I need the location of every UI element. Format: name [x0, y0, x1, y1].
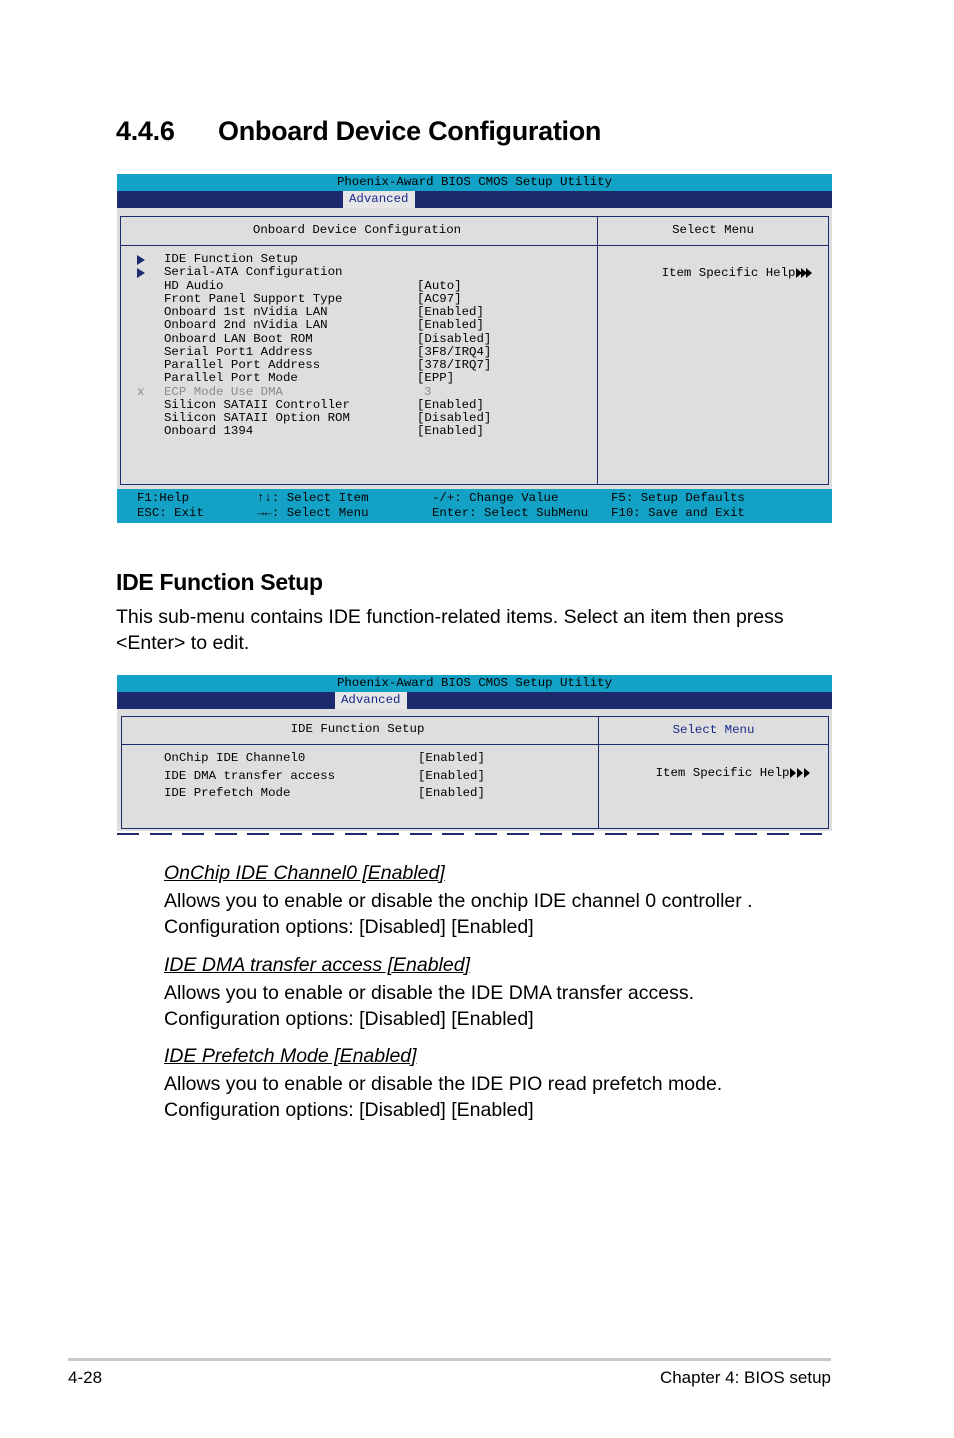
panel-title: IDE Function Setup: [290, 722, 425, 736]
torn-edge-dash: [247, 833, 269, 835]
tab-advanced[interactable]: Advanced: [335, 692, 407, 709]
torn-edge-dash: [637, 833, 659, 835]
bios-item-label: IDE Function Setup: [164, 252, 298, 266]
bios-item-label: OnChip IDE Channel0: [164, 751, 306, 765]
bios-item-value: [Disabled]: [417, 331, 492, 346]
bios-item-label: Onboard 2nd nVidia LAN: [164, 318, 328, 333]
bios-screen-onboard-device: [117, 174, 832, 523]
chapter-label: Chapter 4: BIOS setup: [659, 1368, 831, 1387]
torn-edge-dash: [767, 833, 789, 835]
bios-item-label: IDE Prefetch Mode: [164, 786, 291, 800]
help-text-label: Item Specific Help: [655, 766, 790, 781]
bios-item[interactable]: [164, 266, 584, 279]
subsection-intro: This sub-menu contains IDE function-related items. Select an item then press <Enter> to edit.: [116, 606, 784, 654]
torn-edge-dash: [280, 833, 302, 835]
disabled-marker: x: [137, 384, 145, 399]
footer-f1: F1:Help: [137, 491, 190, 505]
torn-edge-dash: [182, 833, 204, 835]
torn-edge-dash: [410, 833, 432, 835]
help-text-label: Item Specific Help: [661, 266, 796, 281]
section-heading: [116, 116, 601, 147]
option-title: IDE Prefetch Mode [Enabled]: [164, 1045, 417, 1067]
footer-esc: ESC: Exit: [137, 506, 204, 520]
torn-edge-dash: [540, 833, 562, 835]
submenu-arrow-icon: [137, 268, 145, 278]
section-number: 4.4.6: [116, 116, 175, 146]
bios-item-value: [EPP]: [417, 371, 455, 386]
option-description: Allows you to enable or disable the IDE DMA transfer access.: [164, 982, 695, 1004]
bios-item-label: Parallel Port Mode: [164, 371, 298, 386]
bios-item-value: [3F8/IRQ4]: [417, 344, 492, 359]
bios-item-label: Serial-ATA Configuration: [164, 265, 343, 280]
bios-item-value: 3: [424, 384, 432, 399]
triple-arrow-icon: [790, 768, 810, 778]
bios-item[interactable]: [164, 425, 584, 438]
frame-header-rule: [121, 744, 829, 745]
option-config: Configuration options: [Disabled] [Enabled]: [164, 1099, 534, 1121]
help-title: Select Menu: [672, 723, 755, 737]
bios-item-label: Onboard 1st nVidia LAN: [164, 305, 328, 319]
help-text: [617, 254, 812, 281]
option-description: Allows you to enable or disable the onchip IDE channel 0 controller .: [164, 890, 753, 912]
bios-item-value: [Enabled]: [417, 318, 484, 333]
torn-edge-dash: [507, 833, 529, 835]
torn-edge-dash: [800, 833, 822, 835]
footer-rule: [68, 1358, 831, 1361]
bios-screen-ide-function: [117, 675, 832, 837]
footer-change: -/+: Change Value: [432, 491, 559, 505]
torn-edge-dash: [735, 833, 757, 835]
frame-divider: [597, 216, 598, 485]
help-text: [611, 754, 810, 781]
bios-item[interactable]: [164, 752, 584, 765]
option-config: Configuration options: [Disabled] [Enabled]: [164, 916, 534, 938]
bios-item[interactable]: [164, 770, 584, 783]
bios-item-label: Serial Port1 Address: [164, 344, 313, 359]
torn-edge-dash: [670, 833, 692, 835]
torn-edge-dash: [572, 833, 594, 835]
footer-f10: F10: Save and Exit: [611, 506, 745, 520]
footer-leftright: →←: Select Menu: [257, 506, 369, 520]
torn-edge-dash: [605, 833, 627, 835]
bios-item-value: [Enabled]: [418, 768, 485, 783]
torn-edge-dash: [312, 833, 334, 835]
frame-header-rule: [120, 245, 829, 246]
footer-enter: Enter: Select SubMenu: [432, 506, 589, 520]
torn-edge-dash: [150, 833, 172, 835]
bios-item-value: [Disabled]: [417, 411, 492, 425]
bios-item-label: Silicon SATAII Option ROM: [164, 411, 350, 425]
bios-item-label: ECP Mode Use DMA: [164, 384, 283, 399]
submenu-arrow-icon: [137, 255, 145, 265]
bios-item-value: [Auto]: [417, 278, 462, 293]
subsection-title: IDE Function Setup: [116, 569, 323, 595]
bios-item-label: Parallel Port Address: [164, 358, 321, 372]
section-title: Onboard Device Configuration: [218, 116, 602, 146]
option-description: Allows you to enable or disable the IDE PIO read prefetch mode.: [164, 1073, 723, 1095]
bios-body: [117, 208, 832, 489]
bios-item-value: [Enabled]: [417, 305, 484, 319]
option-title: IDE DMA transfer access [Enabled]: [164, 954, 470, 976]
bios-item-value: [Enabled]: [418, 786, 485, 800]
bios-item-value: [Enabled]: [417, 424, 484, 439]
bios-item-value: [Enabled]: [418, 751, 485, 765]
torn-edge-dash: [377, 833, 399, 835]
bios-item-label: Onboard 1394: [164, 424, 254, 439]
bios-body: [117, 709, 832, 831]
bios-tab-bar: [117, 692, 832, 709]
option-config: Configuration options: [Disabled] [Enabled]: [164, 1008, 534, 1030]
footer-f5: F5: Setup Defaults: [611, 491, 745, 505]
torn-edge-dash: [442, 833, 464, 835]
torn-edge-dash: [345, 833, 367, 835]
bios-title-bar: Phoenix-Award BIOS CMOS Setup Utility: [117, 174, 832, 191]
torn-edge-dash: [117, 833, 139, 835]
torn-edge-dash: [215, 833, 237, 835]
bios-item-value: [378/IRQ7]: [417, 358, 492, 372]
bios-item-label: Front Panel Support Type: [164, 291, 343, 306]
panel-title: Onboard Device Configuration: [252, 223, 462, 237]
bios-item[interactable]: [164, 787, 584, 800]
triple-arrow-icon: [796, 268, 812, 278]
bios-item-label: Silicon SATAII Controller: [164, 397, 350, 412]
bios-item-value: [Enabled]: [417, 397, 484, 412]
bios-item-value: [AC97]: [417, 291, 462, 306]
bios-item-label: IDE DMA transfer access: [164, 768, 336, 783]
bios-item-label: Onboard LAN Boot ROM: [164, 331, 313, 346]
bios-tab-bar: [117, 191, 832, 208]
bios-item-label: HD Audio: [164, 278, 224, 293]
torn-edge-dash: [475, 833, 497, 835]
help-title: Select Menu: [672, 223, 754, 237]
page-number: 4-28: [68, 1368, 103, 1387]
footer-updown: ↑↓: Select Item: [257, 491, 369, 505]
tab-advanced[interactable]: Advanced: [343, 191, 415, 208]
bios-title-bar: Phoenix-Award BIOS CMOS Setup Utility: [117, 675, 832, 692]
bios-footer: [117, 489, 832, 523]
option-title: OnChip IDE Channel0 [Enabled]: [164, 862, 445, 884]
torn-edge-dash: [702, 833, 724, 835]
